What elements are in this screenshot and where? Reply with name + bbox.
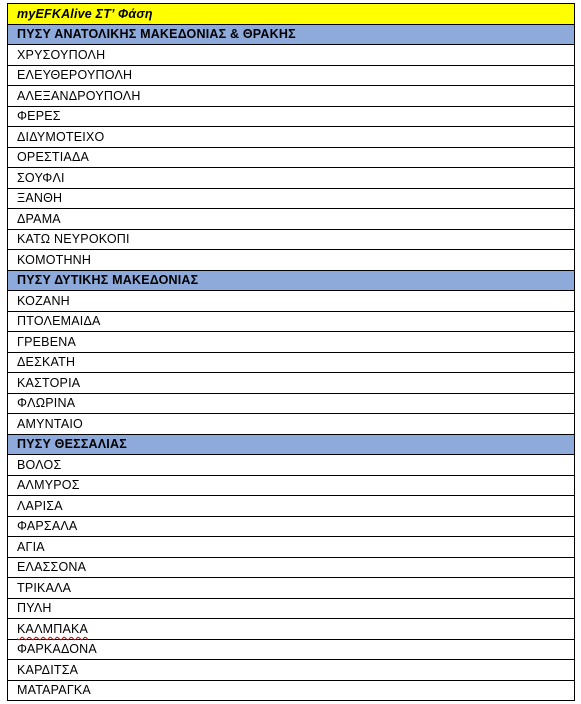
city-row: ΛΑΡΙΣΑ — [8, 496, 574, 517]
city-row: ΕΛΑΣΣΟΝΑ — [8, 558, 574, 579]
city-row: ΚΟΖΑΝΗ — [8, 291, 574, 312]
city-row: ΓΡΕΒΕΝΑ — [8, 332, 574, 353]
city-row: ΑΜΥΝΤΑΙΟ — [8, 414, 574, 435]
city-row: ΔΕΣΚΑΤΗ — [8, 353, 574, 374]
city-row — [8, 619, 574, 640]
city-row: ΑΓΙΑ — [8, 537, 574, 558]
city-row: ΟΡΕΣΤΙΑΔΑ — [8, 148, 574, 169]
city-row: ΔΡΑΜΑ — [8, 209, 574, 230]
region-header: ΠΥΣΥ ΘΕΣΣΑΛΙΑΣ — [8, 435, 574, 456]
city-row: ΦΑΡΣΑΛΑ — [8, 517, 574, 538]
city-row: ΒΟΛΟΣ — [8, 455, 574, 476]
city-row: ΦΛΩΡΙΝΑ — [8, 394, 574, 415]
city-row: ΕΛΕΥΘΕΡΟΥΠΟΛΗ — [8, 66, 574, 87]
region-header: ΠΥΣΥ ΔΥΤΙΚΗΣ ΜΑΚΕΔΟΝΙΑΣ — [8, 271, 574, 292]
city-row: ΠΥΛΗ — [8, 599, 574, 620]
city-row: ΚΑΡΔΙΤΣΑ — [8, 660, 574, 681]
city-row: ΜΑΤΑΡΑΓΚΑ — [8, 681, 574, 702]
city-row: ΞΑΝΘΗ — [8, 189, 574, 210]
city-label-spellcheck: ΚΑΛΜΠΑΚΑ — [17, 621, 89, 636]
city-row: ΦΕΡΕΣ — [8, 107, 574, 128]
city-row: ΔΙΔΥΜΟΤΕΙΧΟ — [8, 127, 574, 148]
table-title: myEFKAlive ΣΤ’ Φάση — [8, 4, 574, 25]
city-row: ΣΟΥΦΛΙ — [8, 168, 574, 189]
city-row: ΑΛΜΥΡΟΣ — [8, 476, 574, 497]
region-header: ΠΥΣΥ ΑΝΑΤΟΛΙΚΗΣ ΜΑΚΕΔΟΝΙΑΣ & ΘΡΑΚΗΣ — [8, 25, 574, 46]
city-row: ΑΛΕΞΑΝΔΡΟΥΠΟΛΗ — [8, 86, 574, 107]
city-row: ΚΟΜΟΤΗΝΗ — [8, 250, 574, 271]
city-row: ΤΡΙΚΑΛΑ — [8, 578, 574, 599]
city-row: ΦΑΡΚΑΔΟΝΑ — [8, 640, 574, 661]
city-row: ΚΑΣΤΟΡΙΑ — [8, 373, 574, 394]
city-row: ΧΡΥΣΟΥΠΟΛΗ — [8, 45, 574, 66]
city-row: ΚΑΤΩ ΝΕΥΡΟΚΟΠΙ — [8, 230, 574, 251]
branch-table — [7, 3, 575, 701]
city-row: ΠΤΟΛΕΜΑΙΔΑ — [8, 312, 574, 333]
